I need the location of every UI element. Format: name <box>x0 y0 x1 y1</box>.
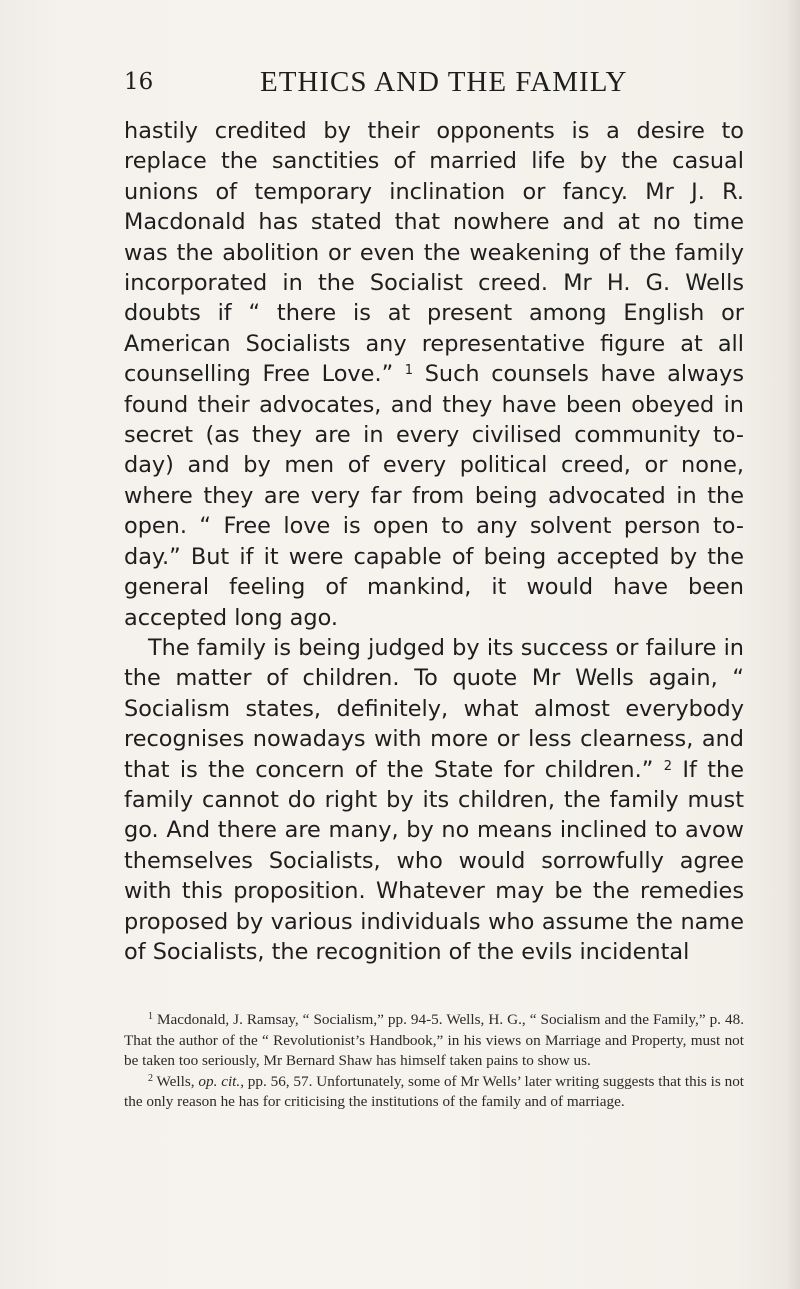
footnote-2 <box>124 1072 744 1113</box>
footnotes <box>124 1010 744 1113</box>
paragraph-1-text-b: Such counsels have always found their advocates, and they have been obeyed in secret (as they are in every civilised community to-day) and by men of every political creed, or none, where they are very far from being advocated in the open. “ Free love is open to any solvent person to-day.” But if it were capable of being accepted by the general feeling of mankind, it would have been accepted long ago. <box>124 361 744 631</box>
page-number: 16 <box>124 69 154 95</box>
footnote-2-italic: op. cit. <box>198 1072 241 1090</box>
page-edge-shadow <box>786 0 800 1289</box>
footnote-1 <box>124 1010 744 1072</box>
paragraph-1 <box>124 116 744 633</box>
paragraph-2 <box>124 633 744 967</box>
body-text <box>124 116 744 967</box>
footnote-1-text: Macdonald, J. Ramsay, “ Socialism,” pp. 94-5. Wells, H. G., “ Socialism and the Family,” p. 48. That the author of the “ Revolutionist’s Handbook,” in his views on Marriage and Property, must not be taken too seriously, Mr Bernard Shaw has himself taken pains to show us. <box>124 1011 744 1069</box>
footnote-2-text-a: Wells, <box>153 1072 199 1090</box>
page-header <box>124 64 664 104</box>
paragraph-2-text-a: The family is being judged by its success or failure in the matter of children. To quote Mr Wells again, “ Socialism states, definitely, what almost everybody recognises nowadays with more or less clearness, and that is the concern of the State for children.” <box>124 634 744 783</box>
paragraph-1-text-a: hastily credited by their opponents is a desire to replace the sanctities of married life by the casual unions of temporary inclination or fancy. Mr J. R. Macdonald has stated that nowhere and at no time was the abolition or even the weakening of the family incorporated in the Socialist creed. Mr H. G. Wells doubts if “ there is at present among English or American Socialists any representative figure at all counselling Free Love.” <box>124 118 744 388</box>
paragraph-2-text-b: If the family cannot do right by its children, the family must go. And there are many, by no means inclined to avow themselves Socialists, who would sorrowfully agree with this proposition. Whatever may be the remedies proposed by various individuals who assume the name of Socialists, the recognition of the evils incidental <box>124 756 745 965</box>
footnote-ref-2: 2 <box>663 758 673 774</box>
footnote-1-mark: 1 <box>148 1011 153 1022</box>
footnote-2-text-b: , pp. 56, 57. Unfortunately, some of Mr Wells’ later writing suggests that this is not the only reason he has for criticising the institutions of the family and of marriage. <box>124 1072 745 1110</box>
footnote-ref-1: 1 <box>404 363 414 379</box>
footnote-2-mark: 2 <box>148 1072 153 1084</box>
running-head: ETHICS AND THE FAMILY <box>260 66 628 98</box>
